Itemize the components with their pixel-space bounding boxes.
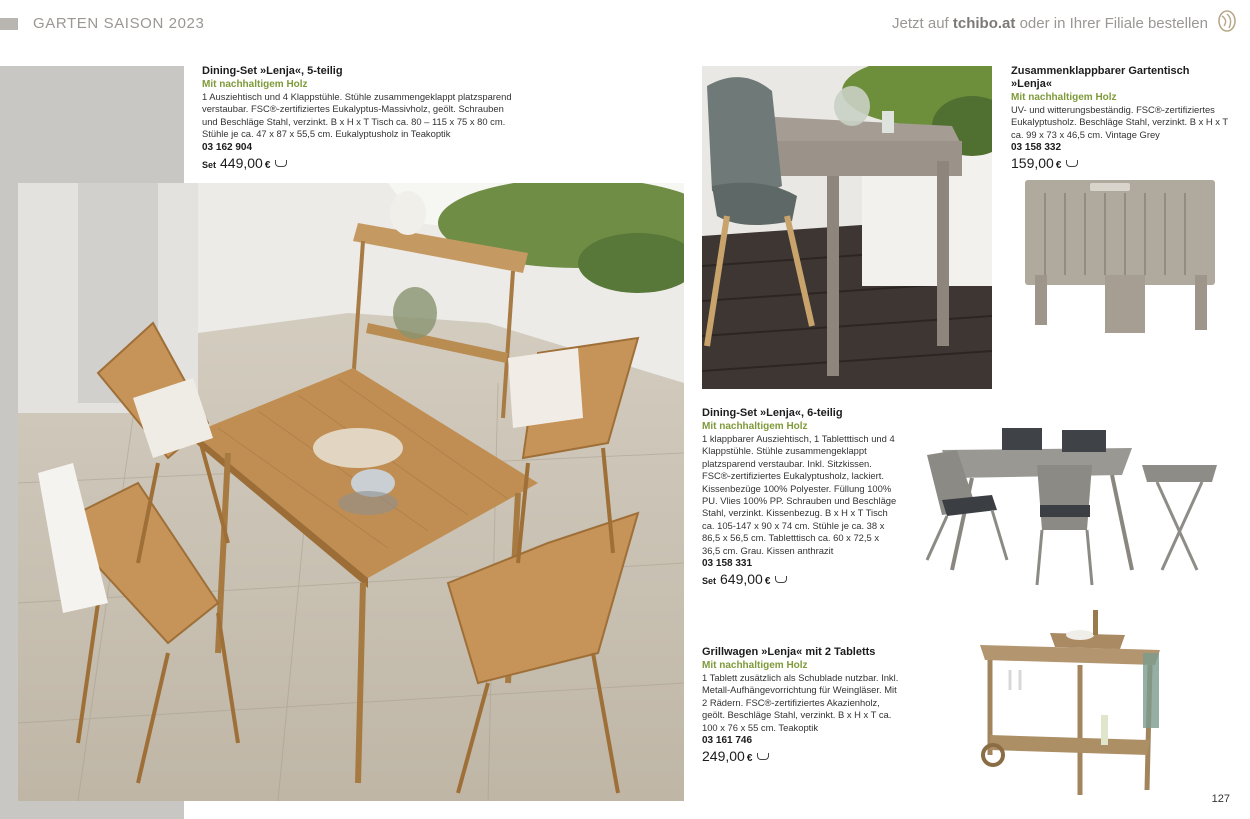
cutout-grey-dining-set xyxy=(912,420,1222,590)
currency: € xyxy=(746,753,753,765)
wash-care-icon xyxy=(1066,160,1078,167)
article-number: 03 161 746 xyxy=(702,735,753,747)
cutout-folded-table xyxy=(1020,175,1230,345)
wash-care-icon xyxy=(275,160,287,167)
product-title: Zusammenklappbarer Gartentisch »Lenja« xyxy=(1011,65,1190,90)
order-notice xyxy=(892,15,1208,32)
product-price xyxy=(202,154,512,175)
page-number: 127 xyxy=(1211,793,1230,805)
article-number: 03 158 332 xyxy=(1011,142,1062,154)
product-dining-set-5 xyxy=(202,65,512,175)
product-subtitle: Mit nachhaltigem Holz xyxy=(702,421,808,432)
product-price xyxy=(702,747,902,768)
price-value: 159,00 xyxy=(1011,155,1054,172)
photo-dining-set-5-terrace xyxy=(18,183,684,801)
currency: € xyxy=(764,576,771,588)
order-prefix: Jetzt auf xyxy=(892,15,949,32)
price-value: 649,00 xyxy=(720,571,763,588)
currency: € xyxy=(1055,160,1062,172)
product-description: 1 Tablett zusätzlich als Schublade nutzbar. Inkl. Metall-Aufhängevorrichtung für Weingläser. Mit 2 Rädern. FSC®-zertifiziertes Akazienholz, geölt. Beschläge Stahl, verzinkt. B x H x T ca. 100 x 76 x 55 cm. Teakoptik xyxy=(702,672,899,733)
product-description: UV- und witterungsbeständig. FSC®-zertifiziertes Eukalyptusholz. Beschläge Stahl, verzinkt. B x H x T ca. 99 x 73 x 46,5 cm. Vintage Grey xyxy=(1011,104,1228,140)
product-subtitle: Mit nachhaltigem Holz xyxy=(702,660,808,671)
price-value: 249,00 xyxy=(702,748,745,765)
cutout-grill-cart xyxy=(975,605,1175,805)
product-dining-set-6 xyxy=(702,407,897,591)
order-site-link[interactable]: tchibo.at xyxy=(952,15,1016,32)
order-suffix: oder in Ihrer Filiale bestellen xyxy=(1019,15,1208,32)
header-marker xyxy=(0,18,18,30)
currency: € xyxy=(264,159,271,171)
product-grill-cart xyxy=(702,646,902,768)
tchibo-bean-logo-icon xyxy=(1216,10,1238,32)
article-number: 03 162 904 xyxy=(202,141,253,153)
price-prefix: Set xyxy=(202,159,217,170)
wash-care-icon xyxy=(775,576,787,583)
photo-folding-table-balcony xyxy=(702,66,992,389)
product-description: 1 Ausziehtisch und 4 Klappstühle. Stühle zusammengeklappt platzsparend verstaubar. FSC®-zertifiziertes Eukalyptus-Massivholz, geölt. Schrauben und Beschläge Stahl, verzinkt. B x H x T Tisch ca. 80 – 115 x 75 x 80 cm. Stühle je ca. 47 x 87 x 55,5 cm. Eukalyptusholz in Teakoptik xyxy=(202,91,512,140)
article-number: 03 158 331 xyxy=(702,558,753,570)
price-value: 449,00 xyxy=(220,154,263,171)
product-folding-table xyxy=(1011,65,1233,175)
product-title: Grillwagen »Lenja« mit 2 Tabletts xyxy=(702,646,876,658)
product-subtitle: Mit nachhaltigem Holz xyxy=(1011,92,1117,103)
wash-care-icon xyxy=(757,753,769,760)
product-subtitle: Mit nachhaltigem Holz xyxy=(202,79,308,90)
product-price xyxy=(1011,154,1233,175)
section-title: GARTEN SAISON 2023 xyxy=(33,15,205,32)
price-prefix: Set xyxy=(702,576,717,587)
product-price xyxy=(702,570,897,591)
product-description: 1 klappbarer Ausziehtisch, 1 Tabletttisch und 4 Klappstühle. Stühle zusammengeklappt platzsparend verstaubar. Inkl. Sitzkissen. FSC®-zertifiziertes Eukalyptusholz, lackiert. Kissenbezüge 100% Polyester. Füllung 100% PU. Vlies 100% PP. Schrauben und Beschläge Stahl, verzinkt. Kissenbezug. B x H x T Tisch ca. 105-147 x 90 x 74 cm. Stühle je ca. 38 x 86,5 x 56,5 cm. Tabletttisch ca. 60 x 72,5 x 36,5 cm. Grau. Kissen anthrazit xyxy=(702,433,897,556)
product-title: Dining-Set »Lenja«, 5-teilig xyxy=(202,65,343,77)
product-title: Dining-Set »Lenja«, 6-teilig xyxy=(702,407,843,419)
